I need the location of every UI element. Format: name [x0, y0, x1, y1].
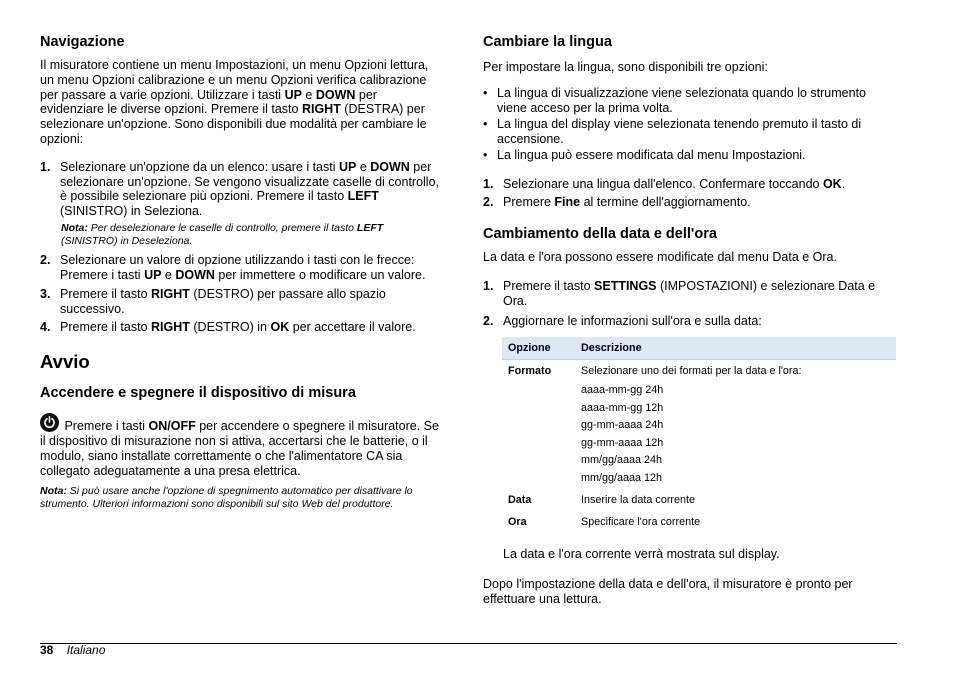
lingua-bullet-3: • La lingua può essere modificata dal menu Impostazioni.	[483, 148, 806, 162]
footer	[40, 643, 105, 657]
section-title-avvio: Avvio	[40, 351, 90, 372]
lingua-bullet-1: • La lingua di visualizzazione viene selezionata quando lo strumento viene acceso per la prima volta.	[483, 86, 866, 115]
page-number: 38	[40, 643, 54, 657]
nav-step-2: 2. Selezionare un valore di opzione utilizzando i tasti con le frecce: Premere i tasti UP e DOWN per immettere o modificare un valore.	[40, 253, 426, 282]
section-title-data-ora: Cambiamento della data e dell'ora	[483, 226, 717, 242]
section-title-lingua: Cambiare la lingua	[483, 34, 612, 50]
section-title-power: Accendere e spegnere il dispositivo di misura	[40, 385, 356, 401]
data-step-2: 2. Aggiornare le informazioni sull'ora e sulla data:	[483, 314, 762, 328]
lingua-step-1: 1. Selezionare una lingua dall'elenco. Confermare toccando OK.	[483, 177, 846, 191]
footer-language: Italiano	[66, 643, 106, 657]
table-row: Formato Selezionare uno dei formati per la data e l'ora: aaaa-mm-gg 24h aaaa-mm-gg 12h gg-mm-aaaa 24h gg-mm-aaaa 12h mm/gg/aaaa 24h mm/gg/aaaa 12h	[508, 365, 802, 484]
data-step-1: 1. Premere il tasto SETTINGS (IMPOSTAZIONI) e selezionare Data e Ora.	[483, 279, 876, 308]
note-auto-off: Nota: Si può usare anche l'opzione di spegnimento automatico per disattivare lo strumento. Ulteriori informazioni sono disponibili sul sito Web del produttore.	[40, 485, 413, 510]
lingua-step-2: 2. Premere Fine al termine dell'aggiornamento.	[483, 195, 751, 209]
final-paragraph: Dopo l'impostazione della data e dell'ora, il misuratore è pronto per effettuare una lettura.	[483, 577, 853, 606]
note-deselect: Nota: Per deselezionare le caselle di controllo, premere il tasto LEFT (SINISTRO) in Deseleziona.	[61, 222, 384, 247]
footer-rule	[40, 643, 897, 644]
table-header-description: Descrizione	[575, 337, 896, 360]
table-header-option: Opzione	[502, 337, 575, 360]
nav-step-1: 1. Selezionare un'opzione da un elenco: usare i tasti UP e DOWN per selezionare un'opzione. Se vengono visualizzate caselle di controllo, è possibile selezionare più opzioni. Premere il tasto LEFT (SINISTRO) in Seleziona.	[40, 160, 440, 218]
lingua-intro: Per impostare la lingua, sono disponibili tre opzioni:	[483, 60, 768, 74]
power-paragraph: Premere i tasti ON/OFF per accendere o spegnere il misuratore. Se il dispositivo di misurazione non si attiva, accertarsi che le batterie, o il modulo, siano installate correttamente o che l'alimentatore CA sia collegato adeguatamente a una presa elettrica.	[40, 413, 452, 479]
after-table-text: La data e l'ora corrente verrà mostrata sul display.	[503, 547, 780, 561]
power-icon	[40, 413, 59, 432]
section-title-navigazione: Navigazione	[40, 34, 125, 50]
table-row: Ora Specificare l'ora corrente	[508, 516, 701, 528]
navigazione-paragraph: Il misuratore contiene un menu Impostazioni, un menu Opzioni lettura, un menu Opzioni calibrazione e un menu Opzioni verifica calibrazione per passare a varie opzioni. Utilizzare i tasti UP e DOWN per evidenziare le diverse opzioni. Premere il tasto RIGHT (DESTRA) per selezionare un'opzione. Sono disponibili due modalità per cambiare le opzioni:	[40, 58, 429, 146]
nav-step-4: 4. Premere il tasto RIGHT (DESTRO) in OK per accettare il valore.	[40, 320, 416, 334]
nav-step-3: 3. Premere il tasto RIGHT (DESTRO) per passare allo spazio successivo.	[40, 287, 386, 316]
options-table	[502, 337, 896, 531]
data-ora-intro: La data e l'ora possono essere modificate dal menu Data e Ora.	[483, 250, 837, 264]
lingua-bullet-2: • La lingua del display viene selezionata tenendo premuto il tasto di accensione.	[483, 117, 862, 146]
table-row: Data Inserire la data corrente	[508, 494, 696, 506]
